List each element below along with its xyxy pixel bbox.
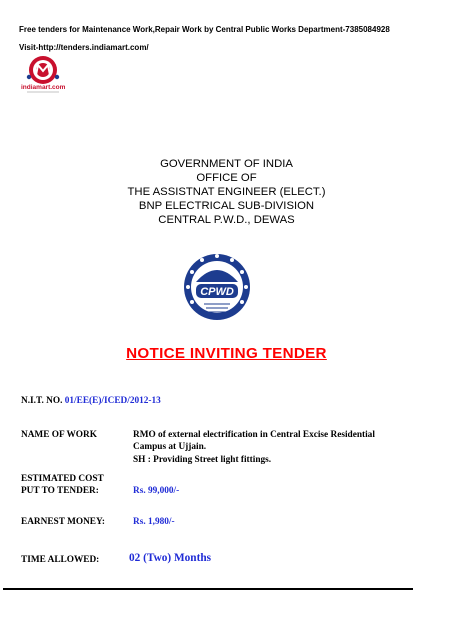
office-line-3: THE ASSISTNAT ENGINEER (ELECT.) (127, 186, 326, 198)
bottom-divider (3, 588, 413, 590)
estimated-label-1: ESTIMATED COST (21, 474, 104, 484)
work-line-3: SH : Providing Street light fittings. (133, 454, 272, 465)
nit-value: 01/EE(E)/ICED/2012-13 (64, 396, 161, 406)
header-tender-line: Free tenders for Maintenance Work,Repair Work by Central Public Works Department-7385084928 (19, 25, 390, 34)
cpwd-emblem (182, 252, 252, 322)
estimated-value: Rs. 99,000/- (133, 486, 180, 496)
work-line-1: RMO of external electrification in Central Excise Residential (133, 430, 375, 440)
office-line-5: CENTRAL P.W.D., DEWAS (158, 214, 295, 226)
indiamart-brand-text: indiamart.com (21, 84, 66, 91)
nit-number (21, 396, 161, 406)
nit-label: N.I.T. NO. (21, 396, 63, 406)
earnest-label: EARNEST MONEY: (21, 517, 105, 527)
cpwd-emblem-text: CPWD (200, 286, 234, 298)
office-line-2: OFFICE OF (196, 172, 257, 184)
time-label: TIME ALLOWED: (21, 555, 100, 565)
work-line-2: Campus at Ujjain. (133, 442, 207, 453)
notice-title: NOTICE INVITING TENDER (126, 345, 327, 362)
cpwd-emblem-icon (182, 252, 252, 322)
time-value: 02 (Two) Months (129, 552, 212, 564)
work-label: NAME OF WORK (21, 430, 97, 440)
office-line-4: BNP ELECTRICAL SUB-DIVISION (138, 200, 315, 212)
office-line-1: GOVERNMENT OF INDIA (160, 158, 293, 170)
earnest-value: Rs. 1,980/- (133, 517, 175, 527)
indiamart-logo[interactable] (19, 55, 67, 95)
work-description (133, 429, 423, 466)
header-visit-link[interactable]: Visit-http://tenders.indiamart.com/ (19, 43, 149, 52)
estimated-label-2: PUT TO TENDER: (21, 486, 99, 496)
